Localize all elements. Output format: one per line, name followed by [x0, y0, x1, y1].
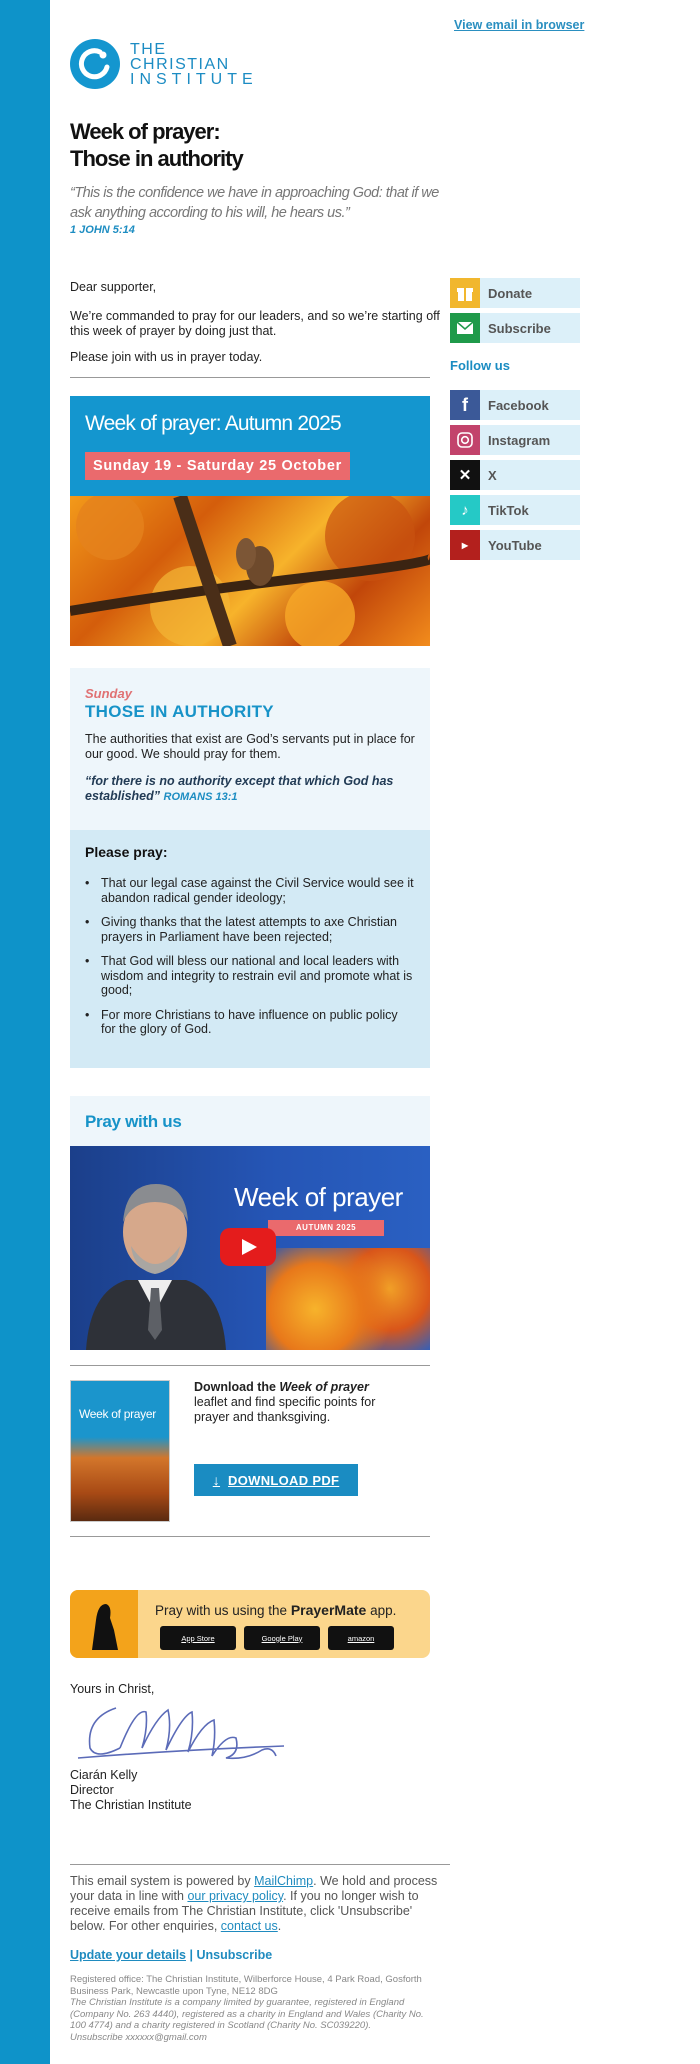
footer-link-separator: |: [186, 1948, 197, 1962]
google-play-badge[interactable]: [244, 1626, 320, 1650]
presenter-image: [76, 1162, 234, 1350]
leaflet-cover-title: Week of prayer: [79, 1407, 156, 1421]
footer-divider: [70, 1864, 450, 1865]
page-title-line-2: Those in authority: [70, 146, 243, 171]
closing: Yours in Christ,: [70, 1682, 155, 1696]
divider: [70, 1536, 430, 1537]
hero-banner: [70, 396, 430, 646]
signatory-role: Director: [70, 1783, 114, 1797]
pray-with-us-heading: Pray with us: [85, 1112, 182, 1131]
prayermate-brand: PrayerMate: [290, 1602, 367, 1618]
follow-us-heading: Follow us: [450, 358, 510, 373]
logo-line-1: THE CHRISTIAN: [130, 40, 230, 73]
x-label: X: [488, 468, 497, 483]
christian-institute-logo[interactable]: [70, 38, 260, 90]
intro-call-to-action: Please join with us in prayer today.: [70, 350, 263, 364]
play-button-icon[interactable]: [220, 1228, 276, 1266]
video-title: Week of prayer: [234, 1182, 403, 1212]
download-text-em: Week of prayer: [279, 1380, 369, 1394]
charity-registration: The Christian Institute is a company limited by guarantee, registered in England (Company No. 263 4440), registered as a charity in England and Wales (Charity No. 100 4774) and a charity registered in Scotland (Charity No. SC039220).: [70, 1997, 424, 2031]
pray-with-us-header: [70, 1096, 430, 1146]
video-badge: AUTUMN 2025: [268, 1220, 384, 1236]
left-brand-bar: [0, 0, 50, 2064]
prayer-point: • That our legal case against the Civil Service would see it abandon radical gender ideology;: [85, 876, 415, 905]
unsubscribe-email: Unsubscribe xxxxxx@gmail.com: [70, 2031, 207, 2043]
page-title-line-1: Week of prayer:: [70, 119, 220, 144]
download-pdf-button[interactable]: [194, 1464, 358, 1496]
hero-title: Week of prayer: Autumn 2025: [85, 412, 341, 435]
donate-label: Donate: [488, 286, 533, 301]
logo-wordmark: [130, 42, 260, 87]
view-in-browser-link[interactable]: View email in browser: [454, 18, 585, 32]
day-description: The authorities that exist are God’s servants put in place for our good. We should pray for them.: [85, 732, 415, 761]
donate-button[interactable]: [450, 278, 580, 308]
page-title: [70, 118, 243, 172]
intro-paragraph: We’re commanded to pray for our leaders, and so we’re starting off this week of prayer by doing just that.: [70, 309, 440, 338]
prayer-points-heading: Please pray:: [85, 844, 168, 860]
logo-mark-icon: [70, 39, 120, 89]
day-focus-section: [70, 668, 430, 830]
download-pdf-label: DOWNLOAD PDF: [228, 1472, 340, 1488]
video-leaves-graphic: [266, 1248, 430, 1350]
facebook-link[interactable]: [450, 390, 580, 420]
hero-date-badge: Sunday 19 - Saturday 25 October: [85, 452, 350, 480]
greeting: Dear supporter,: [70, 280, 157, 294]
prayermate-text-pre: Pray with us using the: [155, 1603, 291, 1618]
divider: [70, 377, 430, 378]
leaflet-cover-image[interactable]: [70, 1380, 170, 1522]
day-name: Sunday: [85, 686, 132, 701]
x-icon: ✕: [450, 460, 480, 490]
app-store-label: App Store: [181, 1633, 215, 1643]
prayermate-text: [155, 1602, 396, 1618]
youtube-label: YouTube: [488, 538, 542, 553]
scripture-reference: 1 JOHN 5:14: [70, 224, 135, 236]
unsubscribe-link[interactable]: Unsubscribe: [196, 1948, 273, 1962]
tiktok-label: TikTok: [488, 503, 529, 518]
prayer-point: • Giving thanks that the latest attempts to axe Christian prayers in Parliament have been rejected;: [85, 915, 415, 944]
prayermate-banner[interactable]: [70, 1590, 430, 1658]
app-store-badge[interactable]: [160, 1626, 236, 1650]
signature-image: [76, 1698, 286, 1768]
footer-text-part: . We hold and process your data in line with: [70, 1874, 438, 1903]
instagram-link[interactable]: [450, 425, 580, 455]
amazon-badge[interactable]: [328, 1626, 394, 1650]
facebook-icon: f: [450, 390, 480, 420]
prayermate-hands-icon: [70, 1590, 138, 1658]
footer-text-part: .: [277, 1919, 282, 1933]
footer-links: [70, 1948, 272, 1962]
prayer-point: • That God will bless our national and local leaders with wisdom and integrity to restrain evil and promote what is good;: [85, 954, 415, 998]
privacy-policy-link[interactable]: our privacy policy: [187, 1889, 284, 1903]
day-scripture-reference: ROMANS 13:1: [163, 791, 238, 803]
gift-icon: [450, 278, 480, 308]
contact-us-link[interactable]: contact us: [220, 1919, 278, 1933]
youtube-icon: ▶: [450, 530, 480, 560]
facebook-label: Facebook: [488, 398, 549, 413]
divider: [70, 1365, 430, 1366]
download-text-pre: Download the: [194, 1380, 280, 1394]
prayer-points-list: [85, 876, 415, 1047]
mail-check-icon: [450, 313, 480, 343]
mailchimp-link[interactable]: MailChimp: [254, 1874, 314, 1888]
signatory-name: Ciarán Kelly: [70, 1768, 138, 1782]
logo-line-2: INSTITUTE: [130, 70, 258, 88]
footer-text-part: . If you no longer wish to receive emails from The Christian Institute, click 'Unsubscribe' below. For other enquiries,: [70, 1889, 419, 1933]
registered-office: Registered office: The Christian Institute, Wilberforce House, 4 Park Road, Gosforth Business Park, Newcastle upon Tyne, NE12 8DG: [70, 1974, 422, 1997]
scripture-quote: “This is the confidence we have in approaching God: that if we ask anything according to his will, he hears us.”: [70, 185, 439, 221]
autumn-squirrel-image: [70, 496, 430, 646]
amazon-label: amazon: [347, 1633, 375, 1643]
instagram-label: Instagram: [488, 433, 551, 448]
legal-text: [70, 1974, 430, 2043]
video-thumbnail[interactable]: [70, 1146, 430, 1350]
google-play-label: Google Play: [261, 1633, 303, 1643]
footer-privacy-text: [70, 1874, 440, 1934]
download-arrow-icon: ↓: [212, 1472, 221, 1488]
day-heading: THOSE IN AUTHORITY: [85, 702, 274, 721]
tiktok-link[interactable]: [450, 495, 580, 525]
footer-text-part: This email system is powered by: [70, 1874, 255, 1888]
prayer-point: • For more Christians to have influence on public policy for the glory of God.: [85, 1008, 415, 1037]
day-scripture-text: “for there is no authority except that which God has established”: [85, 774, 394, 803]
signatory-organisation: The Christian Institute: [70, 1798, 192, 1812]
prayermate-text-post: app.: [366, 1603, 397, 1618]
day-scripture: [85, 774, 415, 805]
youtube-link[interactable]: [450, 530, 580, 560]
tiktok-icon: ♪: [450, 495, 480, 525]
update-details-link[interactable]: Update your details: [70, 1948, 186, 1962]
instagram-icon: [450, 425, 480, 455]
x-link[interactable]: [450, 460, 580, 490]
subscribe-label: Subscribe: [488, 321, 551, 336]
download-description: [194, 1380, 384, 1425]
prayer-points-section: [70, 830, 430, 1068]
subscribe-button[interactable]: [450, 313, 580, 343]
download-text-post: leaflet and find specific points for prayer and thanksgiving.: [194, 1395, 376, 1424]
